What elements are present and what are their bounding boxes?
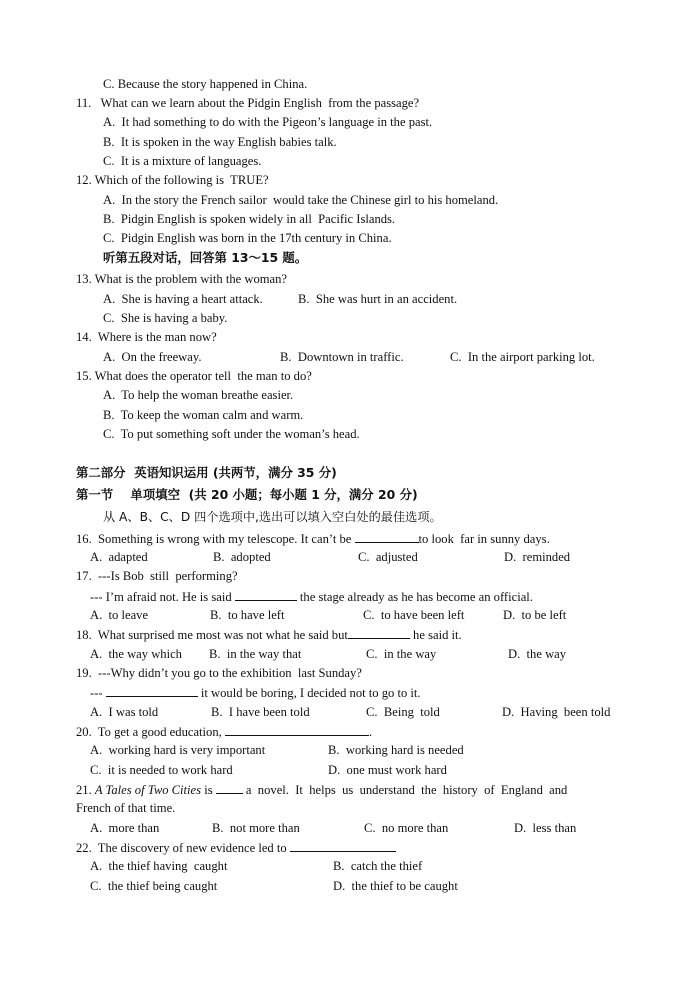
- q14-option-b: B. Downtown in traffic.: [280, 350, 404, 364]
- q22-option-d: D. the thief to be caught: [333, 879, 458, 893]
- q13-option-a: A. She is having a heart attack.: [103, 292, 263, 306]
- q21-stem-mid: is: [201, 783, 216, 797]
- q19-line2-post: it would be boring, I decided not to go to it.: [197, 686, 421, 700]
- q12-option-a: A. In the story the French sailor would take the Chinese girl to his homeland.: [103, 193, 499, 207]
- q18-stem: [76, 626, 462, 643]
- section5-heading: 听第五段对话，回答第 13～15 题。: [103, 250, 308, 265]
- q13-option-b: B. She was hurt in an accident.: [298, 292, 458, 306]
- q21-option-c: C. no more than: [364, 821, 449, 835]
- q12-option-b: B. Pidgin English is spoken widely in all Pacific Islands.: [103, 212, 396, 226]
- q18-option-a: A. the way which: [90, 647, 182, 661]
- q16-option-d: D. reminded: [504, 550, 571, 564]
- q17-answer-blank[interactable]: [235, 588, 297, 601]
- q17-option-b: B. to have left: [210, 608, 285, 622]
- q14-option-c: C. In the airport parking lot.: [450, 350, 595, 364]
- section1-heading: 第一节 单项填空 (共 20 小题；每小题 1 分，满分 20 分): [76, 487, 418, 502]
- q15-option-c: C. To put something soft under the woman’s head.: [103, 427, 360, 441]
- q14-option-a: A. On the freeway.: [103, 350, 202, 364]
- q16-stem: [76, 530, 550, 547]
- q22-stem: [76, 839, 396, 856]
- q16-answer-blank[interactable]: [355, 530, 419, 543]
- q16-option-a: A. adapted: [90, 550, 148, 564]
- q21-option-d: D. less than: [514, 821, 577, 835]
- q18-option-d: D. the way: [508, 647, 567, 661]
- q20-stem: [76, 723, 372, 740]
- q11-option-c: C. It is a mixture of languages.: [103, 154, 262, 168]
- q19-line2: [90, 684, 421, 701]
- q18-stem-post: he said it.: [409, 628, 462, 642]
- q16-stem-pre: 16. Something is wrong with my telescope. It can’t be: [76, 532, 355, 546]
- q17-option-c: C. to have been left: [363, 608, 465, 622]
- q17-line2-pre: --- I’m afraid not. He is said: [90, 590, 235, 604]
- q21-option-a: A. more than: [90, 821, 160, 835]
- q20-option-a: A. working hard is very important: [90, 743, 266, 757]
- q19-option-a: A. I was told: [90, 705, 159, 719]
- q16-option-c: C. adjusted: [358, 550, 418, 564]
- q18-option-c: C. in the way: [366, 647, 437, 661]
- q20-stem-pre: 20. To get a good education,: [76, 725, 225, 739]
- q22-option-c: C. the thief being caught: [90, 879, 218, 893]
- q17-line2-post: the stage already as he has become an official.: [296, 590, 533, 604]
- q20-answer-blank[interactable]: [225, 723, 369, 736]
- q10-option-c: C. Because the story happened in China.: [103, 77, 308, 91]
- q14-stem: 14. Where is the man now?: [76, 330, 217, 344]
- q20-option-c: C. it is needed to work hard: [90, 763, 233, 777]
- q20-stem-post: .: [368, 725, 373, 739]
- q22-answer-blank[interactable]: [290, 839, 396, 852]
- q11-option-b: B. It is spoken in the way English babies talk.: [103, 135, 337, 149]
- q12-stem: 12. Which of the following is TRUE?: [76, 173, 269, 187]
- q18-stem-pre: 18. What surprised me most was not what he said but: [76, 628, 348, 642]
- q17-line2: [90, 588, 533, 605]
- part2-heading: 第二部分 英语知识运用 (共两节，满分 35 分): [76, 465, 337, 480]
- q21-stem-post: a novel. It helps us understand the history of England and: [242, 783, 568, 797]
- q15-stem: 15. What does the operator tell the man to do?: [76, 369, 312, 383]
- q19-stem: 19. ---Why didn’t you go to the exhibition last Sunday?: [76, 666, 362, 680]
- q21-stem: [76, 781, 567, 798]
- q11-option-a: A. It had something to do with the Pigeon’s language in the past.: [103, 115, 433, 129]
- q21-answer-blank[interactable]: [216, 781, 243, 794]
- q17-stem: 17. ---Is Bob still performing?: [76, 569, 238, 583]
- q19-option-d: D. Having been told: [502, 705, 611, 719]
- q17-option-d: D. to be left: [503, 608, 567, 622]
- q21-option-b: B. not more than: [212, 821, 300, 835]
- q13-stem: 13. What is the problem with the woman?: [76, 272, 288, 286]
- q20-option-d: D. one must work hard: [328, 763, 447, 777]
- q21-stem-line2: French of that time.: [76, 801, 176, 815]
- q18-option-b: B. in the way that: [209, 647, 302, 661]
- q13-option-c: C. She is having a baby.: [103, 311, 228, 325]
- q21-number: 21.: [76, 783, 92, 797]
- q17-option-a: A. to leave: [90, 608, 149, 622]
- q19-line2-pre: ---: [90, 686, 106, 700]
- q15-option-b: B. To keep the woman calm and warm.: [103, 408, 304, 422]
- q11-stem: 11. What can we learn about the Pidgin English from the passage?: [76, 96, 420, 110]
- q15-option-a: A. To help the woman breathe easier.: [103, 388, 294, 402]
- q16-option-b: B. adopted: [213, 550, 271, 564]
- q22-stem-pre: 22. The discovery of new evidence led to: [76, 841, 290, 855]
- q12-option-c: C. Pidgin English was born in the 17th century in China.: [103, 231, 392, 245]
- q22-option-a: A. the thief having caught: [90, 859, 228, 873]
- q19-answer-blank[interactable]: [106, 684, 198, 697]
- q19-option-c: C. Being told: [366, 705, 440, 719]
- q20-option-b: B. working hard is needed: [328, 743, 464, 757]
- q22-option-b: B. catch the thief: [333, 859, 423, 873]
- q21-book-title: A Tales of Two Cities: [94, 783, 202, 797]
- q19-option-b: B. I have been told: [211, 705, 310, 719]
- q16-stem-post: to look far in sunny days.: [418, 532, 550, 546]
- q18-answer-blank[interactable]: [348, 626, 410, 639]
- section1-instruction: 从 A、B、C、D 四个选项中,选出可以填入空白处的最佳选项。: [103, 510, 442, 524]
